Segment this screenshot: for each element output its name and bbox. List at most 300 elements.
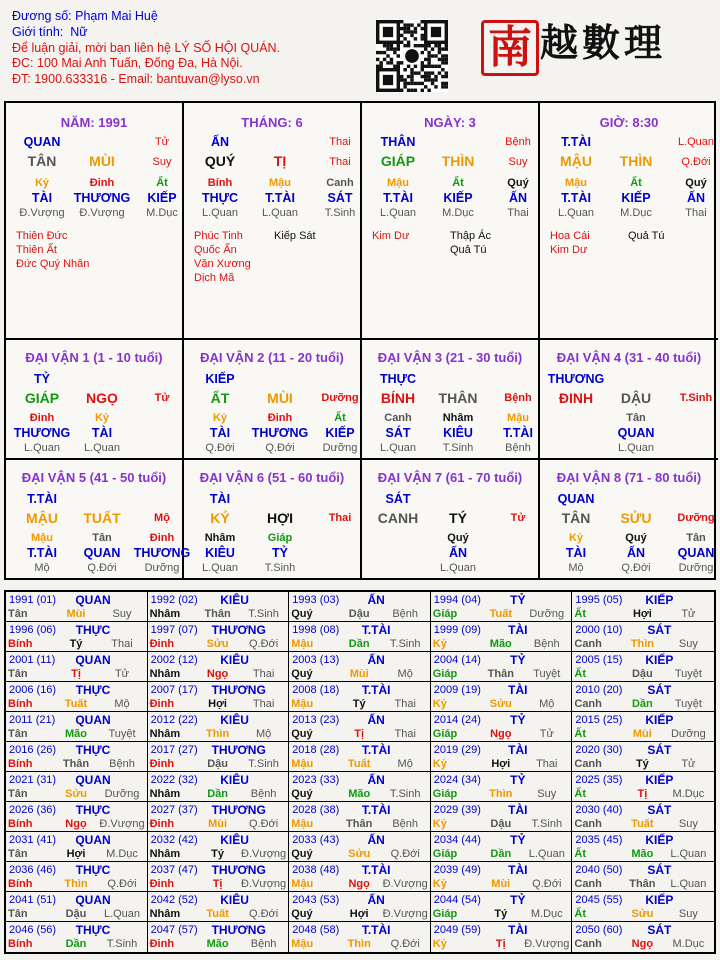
table-row [6,592,714,622]
annual-cell [572,892,714,921]
annual-cell [6,742,148,771]
annual-chi: Hợi [208,698,227,710]
annual-chi: Tị [637,788,648,800]
annual-can: Quý [291,728,313,740]
hidden-stem: Đinh [29,412,55,424]
annual-can: Ất [574,728,586,740]
annual-can: Kỷ [432,758,447,770]
annual-year: 2007 (17) [150,684,198,696]
annual-cell [148,892,290,921]
hidden-stem: Kỷ [568,532,584,544]
stars-left [194,229,251,285]
dai-van-god: TỶ [34,372,50,386]
annual-cell [148,652,290,681]
hidden-god: T.TÀI [561,191,591,205]
star-item: Kim Dư [372,230,410,242]
annual-year: 2009 (19) [433,684,481,696]
annual-cell [431,712,573,741]
annual-stage: Mộ [255,728,272,740]
table-row [6,802,714,832]
hidden-god: TÀI [565,546,587,560]
annual-cell [289,592,431,621]
dai-van-chi: NGỌ [86,390,118,406]
annual-chi: Sửu [631,908,654,920]
hidden-god: KIẾP [325,426,355,440]
annual-cell [6,832,148,861]
annual-cell [148,862,290,891]
annual-cell [572,922,714,952]
annual-cell [6,922,148,952]
annual-chi: Dần [207,788,228,800]
hidden-stem: Canh [326,177,354,189]
hidden-stem: Đinh [89,177,115,189]
hidden-stem: Đinh [267,412,293,424]
annual-year: 2039 (49) [433,864,481,876]
dai-van-chi: SỬU [620,510,652,526]
annual-god: KIÊU [220,593,249,607]
annual-stage: Q.Đới [248,638,279,650]
annual-stage: Q.Đới [532,878,562,890]
chart-grid [4,101,716,580]
annual-cell [572,862,714,891]
annual-year: 2036 (46) [9,864,57,876]
dai-van-can: KỶ [210,510,230,526]
dai-van-chi: MÙI [267,390,293,406]
dai-van-stage: Tử [510,512,526,524]
annual-god: QUAN [75,713,111,727]
annual-god: TÀI [508,923,528,937]
annual-year: 2015 (25) [575,714,623,726]
hidden-stage: M.Dục [620,207,652,219]
annual-stage: M.Dục [106,848,138,860]
annual-year: 2010 (20) [575,684,623,696]
hidden-stem: Tân [626,412,646,424]
annual-chi: Hợi [632,608,652,620]
annual-stage: Thai [252,668,275,680]
pillar-chi: THÌN [441,153,475,169]
hidden-god: ẤN [448,546,468,560]
annual-god: THƯƠNG [211,863,266,877]
star-item: Quốc Ấn [194,244,237,256]
pillar-title: THÁNG: 6 [241,115,303,130]
annual-cell [6,892,148,921]
annual-year: 2041 (51) [9,894,57,906]
annual-stage: Q.Đới [248,818,279,830]
annual-stage: T.Sinh [389,638,421,650]
dai-van-2 [184,340,362,460]
annual-stage: Đ.Vượng [241,848,287,860]
hidden-stage: Q.Đới [265,442,295,454]
dai-van-can: ẤT [210,390,230,406]
annual-god: ẤN [367,773,385,787]
annual-stage: Suy [678,818,698,830]
annual-cell [6,682,148,711]
star-item: Văn Xương [194,258,251,270]
hidden-stem: Mậu [565,177,587,189]
hidden-stage: L.Quan [557,207,595,219]
annual-stage: Suy [537,788,557,800]
dai-van-god: THƯƠNG [547,372,605,386]
hidden-stem: Ất [452,177,464,189]
annual-stage: Bệnh [250,938,277,950]
contact-line-2: ĐC: 100 Mai Anh Tuấn, Đống Đa, Hà Nội. [12,56,243,71]
annual-cell [572,772,714,801]
pillar-4 [540,103,718,340]
pillar-stage: Thai [329,136,351,148]
annual-chi: Tuất [489,608,512,620]
annual-stage: Bệnh [250,788,277,800]
annual-can: Mậu [291,698,314,710]
annual-cell [572,682,714,711]
annual-chi: Dậu [490,818,512,830]
annual-god: THƯƠNG [211,923,266,937]
hidden-stem: Quý [447,532,469,544]
star-item: Dịch Mã [194,272,235,284]
star-item: Quả Tú [628,230,665,242]
star-item: Kim Dư [550,244,588,256]
annual-god: ẤN [367,713,385,727]
hidden-god: KIÊU [205,546,235,560]
hidden-god: T.TÀI [27,546,57,560]
hidden-stem: Bính [207,177,233,189]
annual-stage: Q.Đới [390,848,420,860]
pillar-god: ẤN [210,135,230,149]
annual-stage: M.Dục [530,908,563,920]
stars-left [550,229,590,257]
annual-stage: Bệnh [392,608,419,620]
annual-year: 2044 (54) [433,894,481,906]
annual-can: Quý [291,848,313,860]
annual-god: QUAN [75,653,111,667]
annual-cell [148,832,290,861]
hidden-stem: Nhâm [442,412,474,424]
header-info [12,9,280,88]
hidden-god: TÀI [209,426,231,440]
annual-year: 1996 (06) [9,624,57,636]
annual-can: Quý [291,608,313,620]
annual-god: THỰC [75,623,111,637]
pillar-3 [362,103,540,340]
pillar-can: QUÝ [204,153,236,169]
annual-cell [148,622,290,651]
annual-stage: Q.Đới [107,878,137,890]
annual-chi: Mão [631,848,654,860]
annual-cell [431,772,573,801]
annual-year: 2031 (41) [9,834,57,846]
annual-year: 2019 (29) [433,744,481,756]
dai-van-can: CANH [377,510,419,526]
hidden-stage: L.Quan [83,442,121,454]
dai-van-stage: Tử [154,392,170,404]
dai-van-title: ĐẠI VẬN 5 (41 - 50 tuổi) [21,470,167,485]
hidden-stage: L.Quan [379,442,417,454]
table-row [6,712,714,742]
annual-can: Bính [8,818,33,830]
annual-stage: Dưỡng [104,788,140,800]
table-row [6,832,714,862]
annual-stage: Suy [112,608,132,620]
annual-cell [289,772,431,801]
pillar-stage2: Suy [152,156,172,168]
gender-value: Nữ [70,24,88,39]
annual-year: 2035 (45) [575,834,623,846]
annual-god: THƯƠNG [211,803,266,817]
dai-van-title: ĐẠI VẬN 1 (1 - 10 tuổi) [25,350,163,365]
annual-cell [6,712,148,741]
annual-chi: Mùi [349,668,369,680]
table-row [6,922,714,952]
annual-chi: Tý [69,638,83,650]
annual-chi: Mùi [208,818,228,830]
annual-can: Quý [291,788,313,800]
pillar-title: NĂM: 1991 [60,115,128,130]
annual-cell [431,862,573,891]
dai-van-can: ĐINH [558,390,594,406]
annual-god: TÀI [508,623,528,637]
annual-year: 2008 (18) [292,684,340,696]
annual-can: Mậu [291,938,314,950]
hidden-stage: Mộ [568,562,584,574]
annual-cell [289,742,431,771]
annual-god: KIÊU [220,773,249,787]
annual-stage: Thai [536,758,558,770]
annual-can: Canh [574,638,602,650]
hidden-god: TÀI [91,426,113,440]
annual-god: ẤN [367,893,385,907]
annual-chi: Tuất [206,908,229,920]
pillar-chi: THÌN [619,153,653,169]
hidden-stage: Q.Đới [87,562,117,574]
annual-chi: Tị [212,878,223,890]
dai-van-3 [362,340,540,460]
annual-can: Mậu [291,818,314,830]
pillar-god: QUAN [23,135,61,149]
annual-can: Quý [291,668,313,680]
annual-god: KIẾP [645,833,674,847]
pillar-can: MẬU [560,153,592,169]
annual-god: QUAN [75,773,111,787]
annual-cell [572,592,714,621]
annual-can: Kỷ [432,938,447,950]
hidden-god: THƯƠNG [73,191,131,205]
hidden-stage: L.Quan [617,442,655,454]
annual-chi: Thân [62,758,90,770]
pillar-stage: Tử [154,136,170,148]
pillar-stage: L.Quan [677,136,715,148]
annual-cell [572,712,714,741]
annual-stage: Đ.Vượng [99,818,145,830]
annual-stage: Q.Đới [248,908,279,920]
annual-can: Đinh [149,938,175,950]
annual-god: T.TÀI [361,923,391,937]
hidden-stage: L.Quan [439,562,477,574]
hidden-stem: Quý [685,177,707,189]
annual-cell [289,622,431,651]
annual-can: Mậu [291,878,314,890]
owner-label: Đương số: [12,9,72,23]
annual-year: 2047 (57) [150,924,198,936]
contact-line-1: Để luận giải, mời bạn liên hệ LÝ SỐ HỘI QUÁN. [12,40,281,55]
annual-year: 2005 (15) [575,654,623,666]
table-row [6,742,714,772]
annual-chi: Tuất [347,758,371,770]
annual-can: Ất [574,788,586,800]
annual-god: ẤN [367,833,385,847]
annual-god: SÁT [647,803,672,817]
annual-god: KIẾP [645,653,674,667]
annual-can: Đinh [149,698,175,710]
annual-stage: T.Sinh [531,818,563,830]
hidden-god: QUAN [617,426,655,440]
pillar-title: NGÀY: 3 [424,115,476,130]
hidden-stage: M.Dục [146,207,178,219]
annual-chi: Thìn [347,938,371,950]
annual-stage: Thai [394,698,416,710]
annual-chi: Tị [71,668,81,680]
annual-cell [431,652,573,681]
hidden-god: KIẾP [621,191,651,205]
table-row [6,892,714,922]
annual-can: Giáp [432,668,458,680]
dai-van-stage: Bệnh [504,392,532,404]
dai-van-8 [540,460,718,580]
annual-god: SÁT [647,683,672,697]
dai-van-chi: THÂN [438,390,478,406]
annual-stage: Tử [114,668,130,680]
annual-chi: Dậu [207,758,228,770]
annual-god: T.TÀI [361,623,391,637]
annual-god: T.TÀI [361,803,391,817]
annual-god: TÀI [508,743,528,757]
hidden-stem: Kỷ [94,412,110,424]
annual-year: 2037 (47) [150,864,198,876]
hidden-god: QUAN [677,546,715,560]
annual-year: 2050 (60) [575,924,623,936]
annual-cell [572,652,714,681]
annual-chi: Dần [490,848,512,860]
annual-god: KIÊU [220,893,249,907]
annual-chi: Mão [65,728,87,740]
hidden-stem: Tân [686,532,706,544]
dai-van-stage: Dưỡng [677,512,715,524]
annual-year: 2022 (32) [150,774,198,786]
annual-can: Nhâm [149,608,181,620]
hidden-stem: Mậu [387,177,409,189]
hidden-stage: Dưỡng [144,562,180,574]
annual-cell [289,712,431,741]
qr-code-icon [376,20,448,92]
hidden-stage: L.Quan [261,207,299,219]
annual-stage: Bệnh [109,758,135,770]
dai-van-chi: TUẤT [83,510,121,526]
annual-cell [148,922,290,952]
star-item: Kiếp Sát [274,230,316,242]
pillar-stage2: Suy [508,156,528,168]
annual-cell [148,712,290,741]
annual-chi: Tý [352,698,366,710]
pillar-2 [184,103,362,340]
annual-god: SÁT [647,863,672,877]
annual-can: Ất [574,608,586,620]
annual-cell [148,802,290,831]
star-item: Thiên Đức [16,230,68,242]
annual-god: THỰC [75,803,111,817]
annual-can: Mậu [291,638,314,650]
annual-god: THƯƠNG [211,743,266,757]
annual-cell [6,652,148,681]
annual-stage: M.Dục [672,788,705,800]
annual-stage: Tử [681,758,696,770]
annual-can: Kỷ [432,818,447,830]
hidden-god: SÁT [385,426,411,440]
annual-chi: Dần [631,698,653,710]
table-row [6,862,714,892]
stars-right [274,229,316,243]
annual-can: Nhâm [149,908,181,920]
pillar-stage2: Thai [329,156,351,168]
annual-year: 2001 (11) [9,654,56,666]
star-item: Hoa Cái [550,230,590,242]
annual-year: 2048 (58) [292,924,340,936]
annual-chi: Sửu [489,698,512,710]
annual-stage: T.Sinh [389,788,421,800]
annual-can: Canh [574,698,602,710]
annual-can: Canh [574,758,602,770]
annual-chi: Hợi [66,848,86,860]
hidden-stem: Kỷ [34,177,50,189]
star-item: Quả Tú [450,244,487,256]
annual-year: 2026 (36) [9,804,57,816]
annual-stage: Suy [678,638,698,650]
annual-god: ẤN [367,593,385,607]
pillar-god: THÂN [380,135,416,149]
annual-god: KIÊU [220,653,249,667]
dai-van-title: ĐẠI VẬN 3 (21 - 30 tuổi) [377,350,523,365]
annual-year: 2042 (52) [150,894,198,906]
stars-right [628,229,665,243]
annual-stage: T.Sinh [248,758,279,770]
annual-year: 2043 (53) [292,894,340,906]
annual-chi: Tý [494,908,508,920]
annual-stage: Mộ [397,668,413,680]
annual-god: TÀI [508,683,528,697]
dai-van-stage: Mộ [154,512,170,524]
hidden-god: QUAN [83,546,121,560]
annual-cell [289,922,431,952]
annual-year: 2033 (43) [292,834,340,846]
hidden-stem: Giáp [267,532,293,544]
stars-right [450,229,491,257]
annual-cell [289,652,431,681]
annual-chi: Dần [348,638,370,650]
annual-year: 1999 (09) [433,624,481,636]
annual-god: THỰC [75,923,111,937]
annual-can: Nhâm [149,788,181,800]
hidden-stem: Quý [625,532,647,544]
annual-chi: Mão [489,638,512,650]
contact-line-3: ĐT: 1900.633316 - Email: bantuvan@lyso.vn [12,72,260,87]
hidden-stem: Mậu [31,532,53,544]
annual-can: Canh [574,818,602,830]
annual-god: KIẾP [645,773,674,787]
annual-year: 2012 (22) [150,714,198,726]
hidden-stage: T.Sinh [324,207,356,219]
annual-god: TỶ [510,893,526,907]
annual-chi: Ngọ [490,728,512,740]
dai-van-god: T.TÀI [27,492,57,506]
annual-can: Tân [8,788,28,800]
table-row [6,652,714,682]
